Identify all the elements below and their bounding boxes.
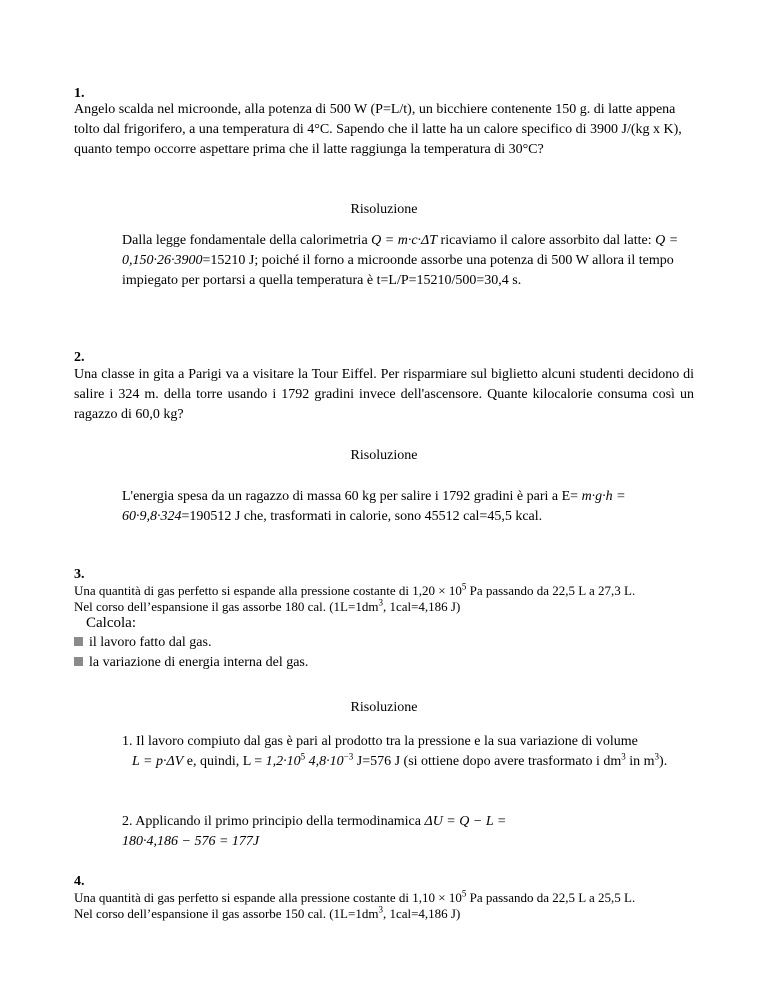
p3-text-b: Pa passando da 22,5 L a 27,3 L.: [466, 583, 636, 598]
step1-pressure: 1,2·10: [265, 754, 301, 769]
square-bullet-icon: [74, 637, 83, 646]
problem-1-solution-title: Risoluzione: [350, 202, 418, 217]
p4-text-a: Una quantità di gas perfetto si espande alla pressione costante di 1,10 × 10: [74, 890, 462, 905]
sol1-formula-calorimetry: Q = m·c·ΔT: [371, 233, 438, 248]
problem-3-step-2: [122, 812, 702, 852]
problem-2-text: Una classe in gita a Parigi va a visitare la Tour Eiffel. Per risparmiare sul biglietto alcuni studenti decidono di salire i 324 m. della torre usando i 1792 gradini invece dell'ascensore. Quante kilocalorie consuma così un ragazzo di 60,0 kg?: [74, 367, 694, 422]
step1-exp2: −3: [343, 751, 354, 762]
step2-text-a: 2. Applicando il primo principio della termodinamica: [122, 814, 421, 829]
list-item: [74, 633, 308, 653]
item-label: il lavoro fatto dal gas.: [89, 635, 212, 650]
problem-4-number: 4.: [74, 874, 85, 889]
step1-exp4: 3: [654, 751, 660, 762]
sol2-text-a: L'energia spesa da un ragazzo di massa 60 kg per salire i 1792 gradini è pari a E=: [122, 489, 579, 504]
p3-text-a: Una quantità di gas perfetto si espande alla pressione costante di 1,20 × 10: [74, 583, 462, 598]
step2-unit: J: [252, 834, 260, 849]
p4-text-b: Pa passando da 22,5 L a 25,5 L.: [466, 890, 636, 905]
step1-text-b: e, quindi, L =: [183, 754, 266, 769]
problem-3-text: [74, 583, 714, 615]
problem-3-calcola: Calcola:: [86, 615, 136, 631]
problem-1-number: 1.: [74, 86, 85, 101]
p3-exp: 5: [461, 581, 467, 592]
problem-3-item-list: [74, 633, 308, 673]
problem-1-solution: [122, 231, 694, 291]
problem-2-solution: [122, 487, 702, 527]
step1-volume: 4,8·10: [305, 754, 344, 769]
problem-4-text: [74, 890, 714, 922]
step2-formula-1: ΔU = Q − L =: [424, 814, 507, 829]
p3-text-c: Nel corso dell’espansione il gas assorbe 180 cal. (1L=1dm: [74, 599, 379, 614]
step1-text-e: J=576 J (si ottiene dopo avere trasformato i dm: [353, 754, 622, 769]
step1-text-g: ).: [659, 754, 668, 769]
step1-formula: L = p·ΔV: [132, 754, 184, 769]
list-item: [74, 653, 308, 673]
item-label: la variazione di energia interna del gas.: [89, 655, 309, 670]
p3-text-d: , 1cal=4,186 J): [382, 599, 461, 614]
problem-1-text: Angelo scalda nel microonde, alla potenza di 500 W (P=L/t), un bicchiere contenente 150 g. di latte appena tolto dal frigorifero, a una temperatura di 4°C. Sapendo che il latte ha un calore specifico di 3900 J/(kg x K), quanto tempo occorre aspettare prima che il latte raggiunga la temperatura di 30°C?: [74, 102, 682, 157]
problem-3-number: 3.: [74, 567, 85, 582]
sol2-formula: m·g·h = 60·9,8·324: [122, 489, 626, 524]
p4-text-d: , 1cal=4,186 J): [382, 906, 461, 921]
p4-exp2: 3: [378, 904, 383, 915]
problem-3-step-1: [122, 732, 702, 772]
sol2-text-b: =190512 J che, trasformati in calorie, sono 45512 cal=45,5 kcal.: [181, 509, 543, 524]
p4-text-c: Nel corso dell’espansione il gas assorbe 150 cal. (1L=1dm: [74, 906, 379, 921]
sol1-text-c: =15210 J; poiché il forno a microonde assorbe una potenza di 500 W allora il tempo impiegato per portarsi a quella temperatura è t=L/P=15210/500=30,4 s.: [122, 253, 674, 288]
sol1-text-a: Dalla legge fondamentale della calorimetria: [122, 233, 368, 248]
step1-text-a: 1. Il lavoro compiuto dal gas è pari al prodotto tra la pressione e la sua variazione di volume: [122, 734, 638, 749]
sol1-text-b: ricaviamo il calore assorbito dal latte:: [440, 233, 652, 248]
problem-3-solution-title: Risoluzione: [350, 700, 418, 715]
sol1-formula-values: Q = 0,150·26·3900: [122, 233, 679, 268]
step1-text-f: in m: [625, 754, 655, 769]
problem-2-solution-title: Risoluzione: [350, 448, 418, 463]
step1-exp3: 3: [621, 751, 626, 762]
step2-formula-2: 180·4,186 − 576 = 177: [122, 834, 253, 849]
problem-2-number: 2.: [74, 350, 85, 365]
p3-exp2: 3: [378, 597, 383, 608]
square-bullet-icon: [74, 657, 83, 666]
step1-exp1: 5: [300, 751, 306, 762]
p4-exp: 5: [461, 888, 467, 899]
